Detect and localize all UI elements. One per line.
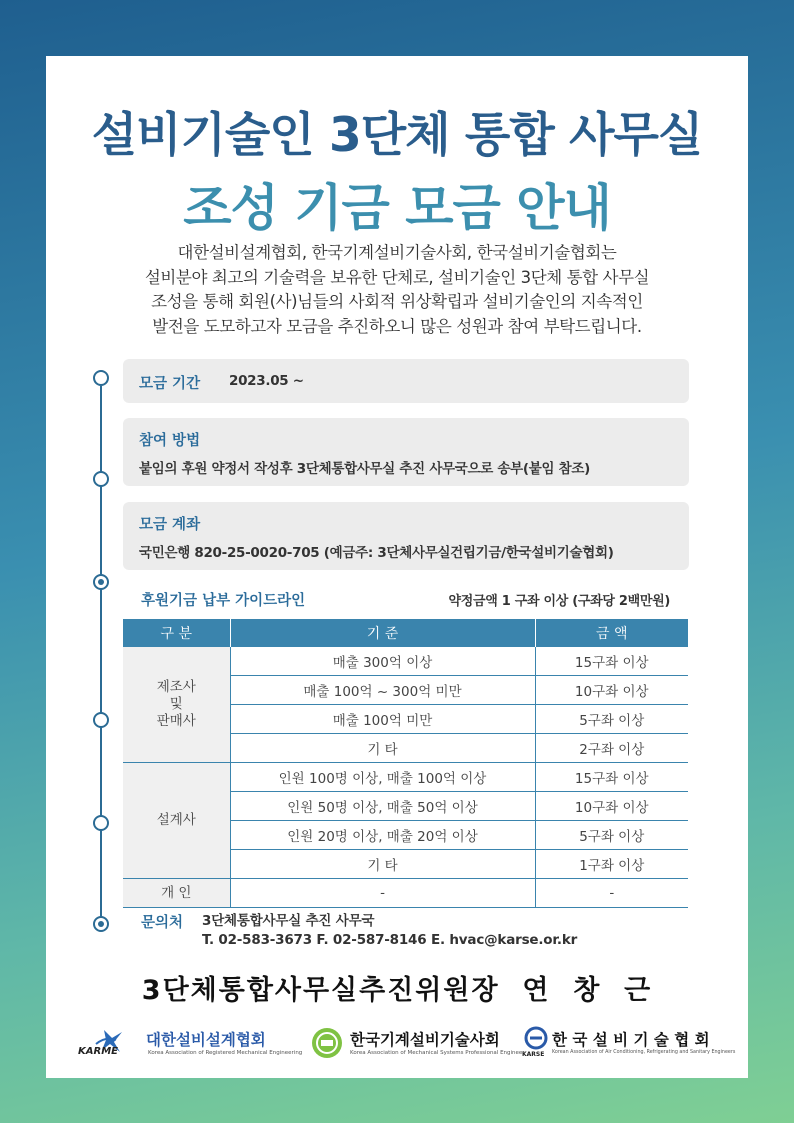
category-text: 판매사 — [156, 713, 196, 729]
karse-abbr: KARSE — [522, 1051, 545, 1058]
timeline-dot — [93, 574, 109, 590]
contact-details: T. 02-583-3673 F. 02-587-8146 E. hvac@karse.or.kr — [202, 932, 578, 948]
category-text: 제조사 — [156, 679, 196, 695]
karme-eng: Korea Association of Registered Mechanical Engineering — [148, 1050, 303, 1056]
poster-page — [46, 56, 748, 1078]
kamspe-eng: Korea Association of Mechanical Systems Professional Engineer — [350, 1050, 525, 1056]
criteria-cell: 매출 300억 이상 — [230, 647, 535, 676]
category-cell — [123, 763, 230, 879]
amount-cell: 5구좌 이상 — [535, 705, 688, 734]
logo-karme — [76, 1024, 303, 1064]
guide-note: 약정금액 1 구좌 이상 (구좌당 2백만원) — [448, 594, 670, 609]
intro-line: 대한설비설계협회, 한국기계설비기술사회, 한국설비기술협회는 — [177, 243, 617, 262]
table-row — [123, 647, 688, 676]
logo-karse — [522, 1024, 736, 1064]
account-label: 모금 계좌 — [139, 517, 201, 533]
account-value: 국민은행 820-25-0020-705 (예금주: 3단체사무실건립기금/한국설비기술협회) — [139, 545, 614, 561]
criteria-cell: 기 타 — [230, 850, 535, 879]
amount-cell: - — [535, 879, 688, 908]
amount-cell: 10구좌 이상 — [535, 792, 688, 821]
title-line-1: 설비기술인 3단체 통합 사무실 — [91, 108, 703, 163]
header-criteria: 기 준 — [230, 619, 535, 647]
timeline-dot — [93, 712, 109, 728]
contact-info — [202, 912, 577, 950]
karme-name: 대한설비설계협회 — [146, 1031, 266, 1049]
intro-line: 조성을 통해 회원(사)님들의 사회적 위상확립과 설비기술인의 지속적인 — [151, 292, 643, 311]
karse-emblem-icon — [524, 1026, 548, 1050]
karme-abbr: KARME — [78, 1046, 118, 1057]
kamspe-emblem-icon — [310, 1026, 344, 1060]
method-label: 참여 방법 — [139, 433, 201, 449]
amount-cell: 10구좌 이상 — [535, 676, 688, 705]
category-cell — [123, 647, 230, 763]
header-category: 구 분 — [123, 619, 230, 647]
guideline-table — [123, 619, 688, 908]
method-box — [123, 418, 689, 486]
amount-cell: 15구좌 이상 — [535, 763, 688, 792]
contact-label: 문의처 — [141, 915, 184, 931]
period-label: 모금 기간 — [139, 376, 201, 392]
criteria-cell: 매출 100억 ~ 300억 미만 — [230, 676, 535, 705]
timeline-dot — [93, 916, 109, 932]
intro-line: 발전을 도모하고자 모금을 추진하오니 많은 성원과 참여 부탁드립니다. — [152, 316, 642, 336]
criteria-cell: 매출 100억 미만 — [230, 705, 535, 734]
contact-office: 3단체통합사무실 추진 사무국 — [202, 913, 375, 929]
table-row — [123, 879, 688, 908]
period-box — [123, 359, 689, 403]
karse-name: 한 국 설 비 기 술 협 회 — [552, 1031, 710, 1049]
intro-paragraph — [76, 241, 718, 339]
criteria-cell: 인원 20명 이상, 매출 20억 이상 — [230, 821, 535, 850]
guide-title: 후원기금 납부 가이드라인 — [141, 593, 306, 609]
criteria-cell: 인원 50명 이상, 매출 50억 이상 — [230, 792, 535, 821]
logo-bar — [46, 1024, 748, 1064]
criteria-cell: - — [230, 879, 535, 908]
amount-cell: 1구좌 이상 — [535, 850, 688, 879]
timeline-dot — [93, 471, 109, 487]
amount-cell: 5구좌 이상 — [535, 821, 688, 850]
method-value: 붙임의 후원 약정서 작성후 3단체통합사무실 추진 사무국으로 송부(붙임 참조) — [139, 461, 591, 477]
title-line-2: 조성 기금 모금 안내 — [183, 179, 611, 237]
timeline-line — [100, 386, 102, 926]
header-amount: 금 액 — [535, 619, 688, 647]
logo-kamspe — [310, 1024, 525, 1064]
timeline-dot — [93, 815, 109, 831]
karse-eng: Korean Association of Air Conditioning, Refrigerating and Sanitary Engineers — [552, 1050, 736, 1055]
category-cell: 개 인 — [123, 879, 230, 908]
timeline-dot — [93, 370, 109, 386]
account-box — [123, 502, 689, 570]
criteria-cell: 기 타 — [230, 734, 535, 763]
amount-cell: 2구좌 이상 — [535, 734, 688, 763]
table-row — [123, 763, 688, 792]
signature: 3단체통합사무실추진위원장 연 창 근 — [141, 975, 653, 1006]
kamspe-name: 한국기계설비기술사회 — [350, 1031, 500, 1049]
criteria-cell: 인원 100명 이상, 매출 100억 이상 — [230, 763, 535, 792]
table-header-row — [123, 619, 688, 647]
intro-line: 설비분야 최고의 기술력을 보유한 단체로, 설비기술인 3단체 통합 사무실 — [144, 267, 650, 287]
category-text: 설계사 — [156, 812, 196, 828]
category-text: 및 — [169, 696, 183, 712]
period-value: 2023.05 ~ — [229, 373, 304, 389]
amount-cell: 15구좌 이상 — [535, 647, 688, 676]
